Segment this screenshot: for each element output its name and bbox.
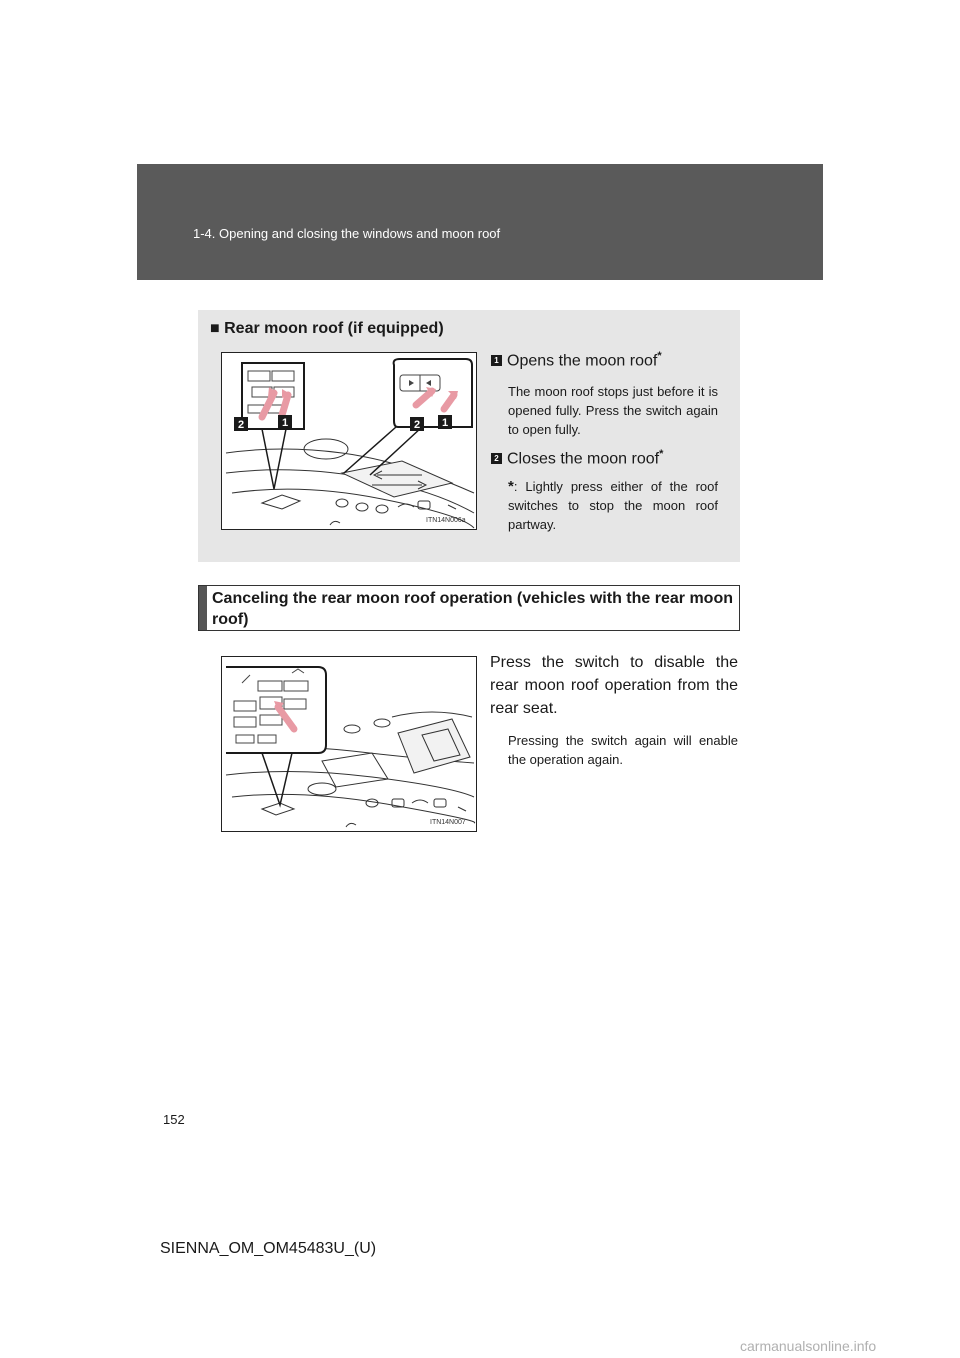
step-2-label: Closes the moon roof — [507, 450, 660, 468]
section-note: Pressing the switch again will enable the operation again. — [508, 733, 738, 767]
section-header — [198, 585, 740, 631]
callout-1-right: 1 — [441, 417, 449, 429]
step-1-badge: 1 — [491, 355, 502, 366]
step-2-mark: * — [659, 448, 664, 460]
moon-roof-illustration — [222, 353, 476, 529]
moon-roof-switch-figure — [221, 352, 477, 530]
step-1-mark: * — [657, 350, 662, 362]
step-open — [491, 350, 662, 370]
watermark: carmanualsonline.info — [740, 1338, 877, 1354]
callout-1-left: 1 — [281, 417, 289, 429]
callout-2-right: 2 — [413, 419, 421, 431]
step-1-label: Opens the moon roof — [507, 352, 658, 370]
step-2-badge: 2 — [491, 453, 502, 464]
cancel-switch-figure — [221, 656, 477, 832]
header-bar — [137, 164, 823, 280]
section-accent-bar — [199, 586, 207, 630]
step-close — [491, 448, 663, 468]
page-number: 152 — [163, 1112, 185, 1127]
header-section-title: 1-4. Opening and closing the windows and moon roof — [193, 226, 501, 241]
figure-code-2: ITN14N007 — [430, 819, 466, 826]
footnote — [508, 477, 718, 534]
figure-code-1: ITN14N006a — [426, 517, 466, 524]
step-1-note: The moon roof stops just before it is opened fully. Press the switch again to open fully. — [508, 384, 718, 437]
cancel-switch-illustration — [222, 657, 476, 831]
callout-2-left: 2 — [237, 419, 245, 431]
info-box-heading: ■ Rear moon roof (if equipped) — [210, 320, 444, 337]
footnote-text: : Lightly press either of the roof switches to stop the moon roof partway. — [508, 479, 718, 532]
section-body: Press the switch to disable the rear moon roof operation from the rear seat. — [490, 654, 738, 717]
footnote-mark: * — [508, 478, 514, 495]
section-title: Canceling the rear moon roof operation (vehicles with the rear moon roof) — [212, 590, 733, 628]
document-code: SIENNA_OM_OM45483U_(U) — [160, 1240, 377, 1257]
